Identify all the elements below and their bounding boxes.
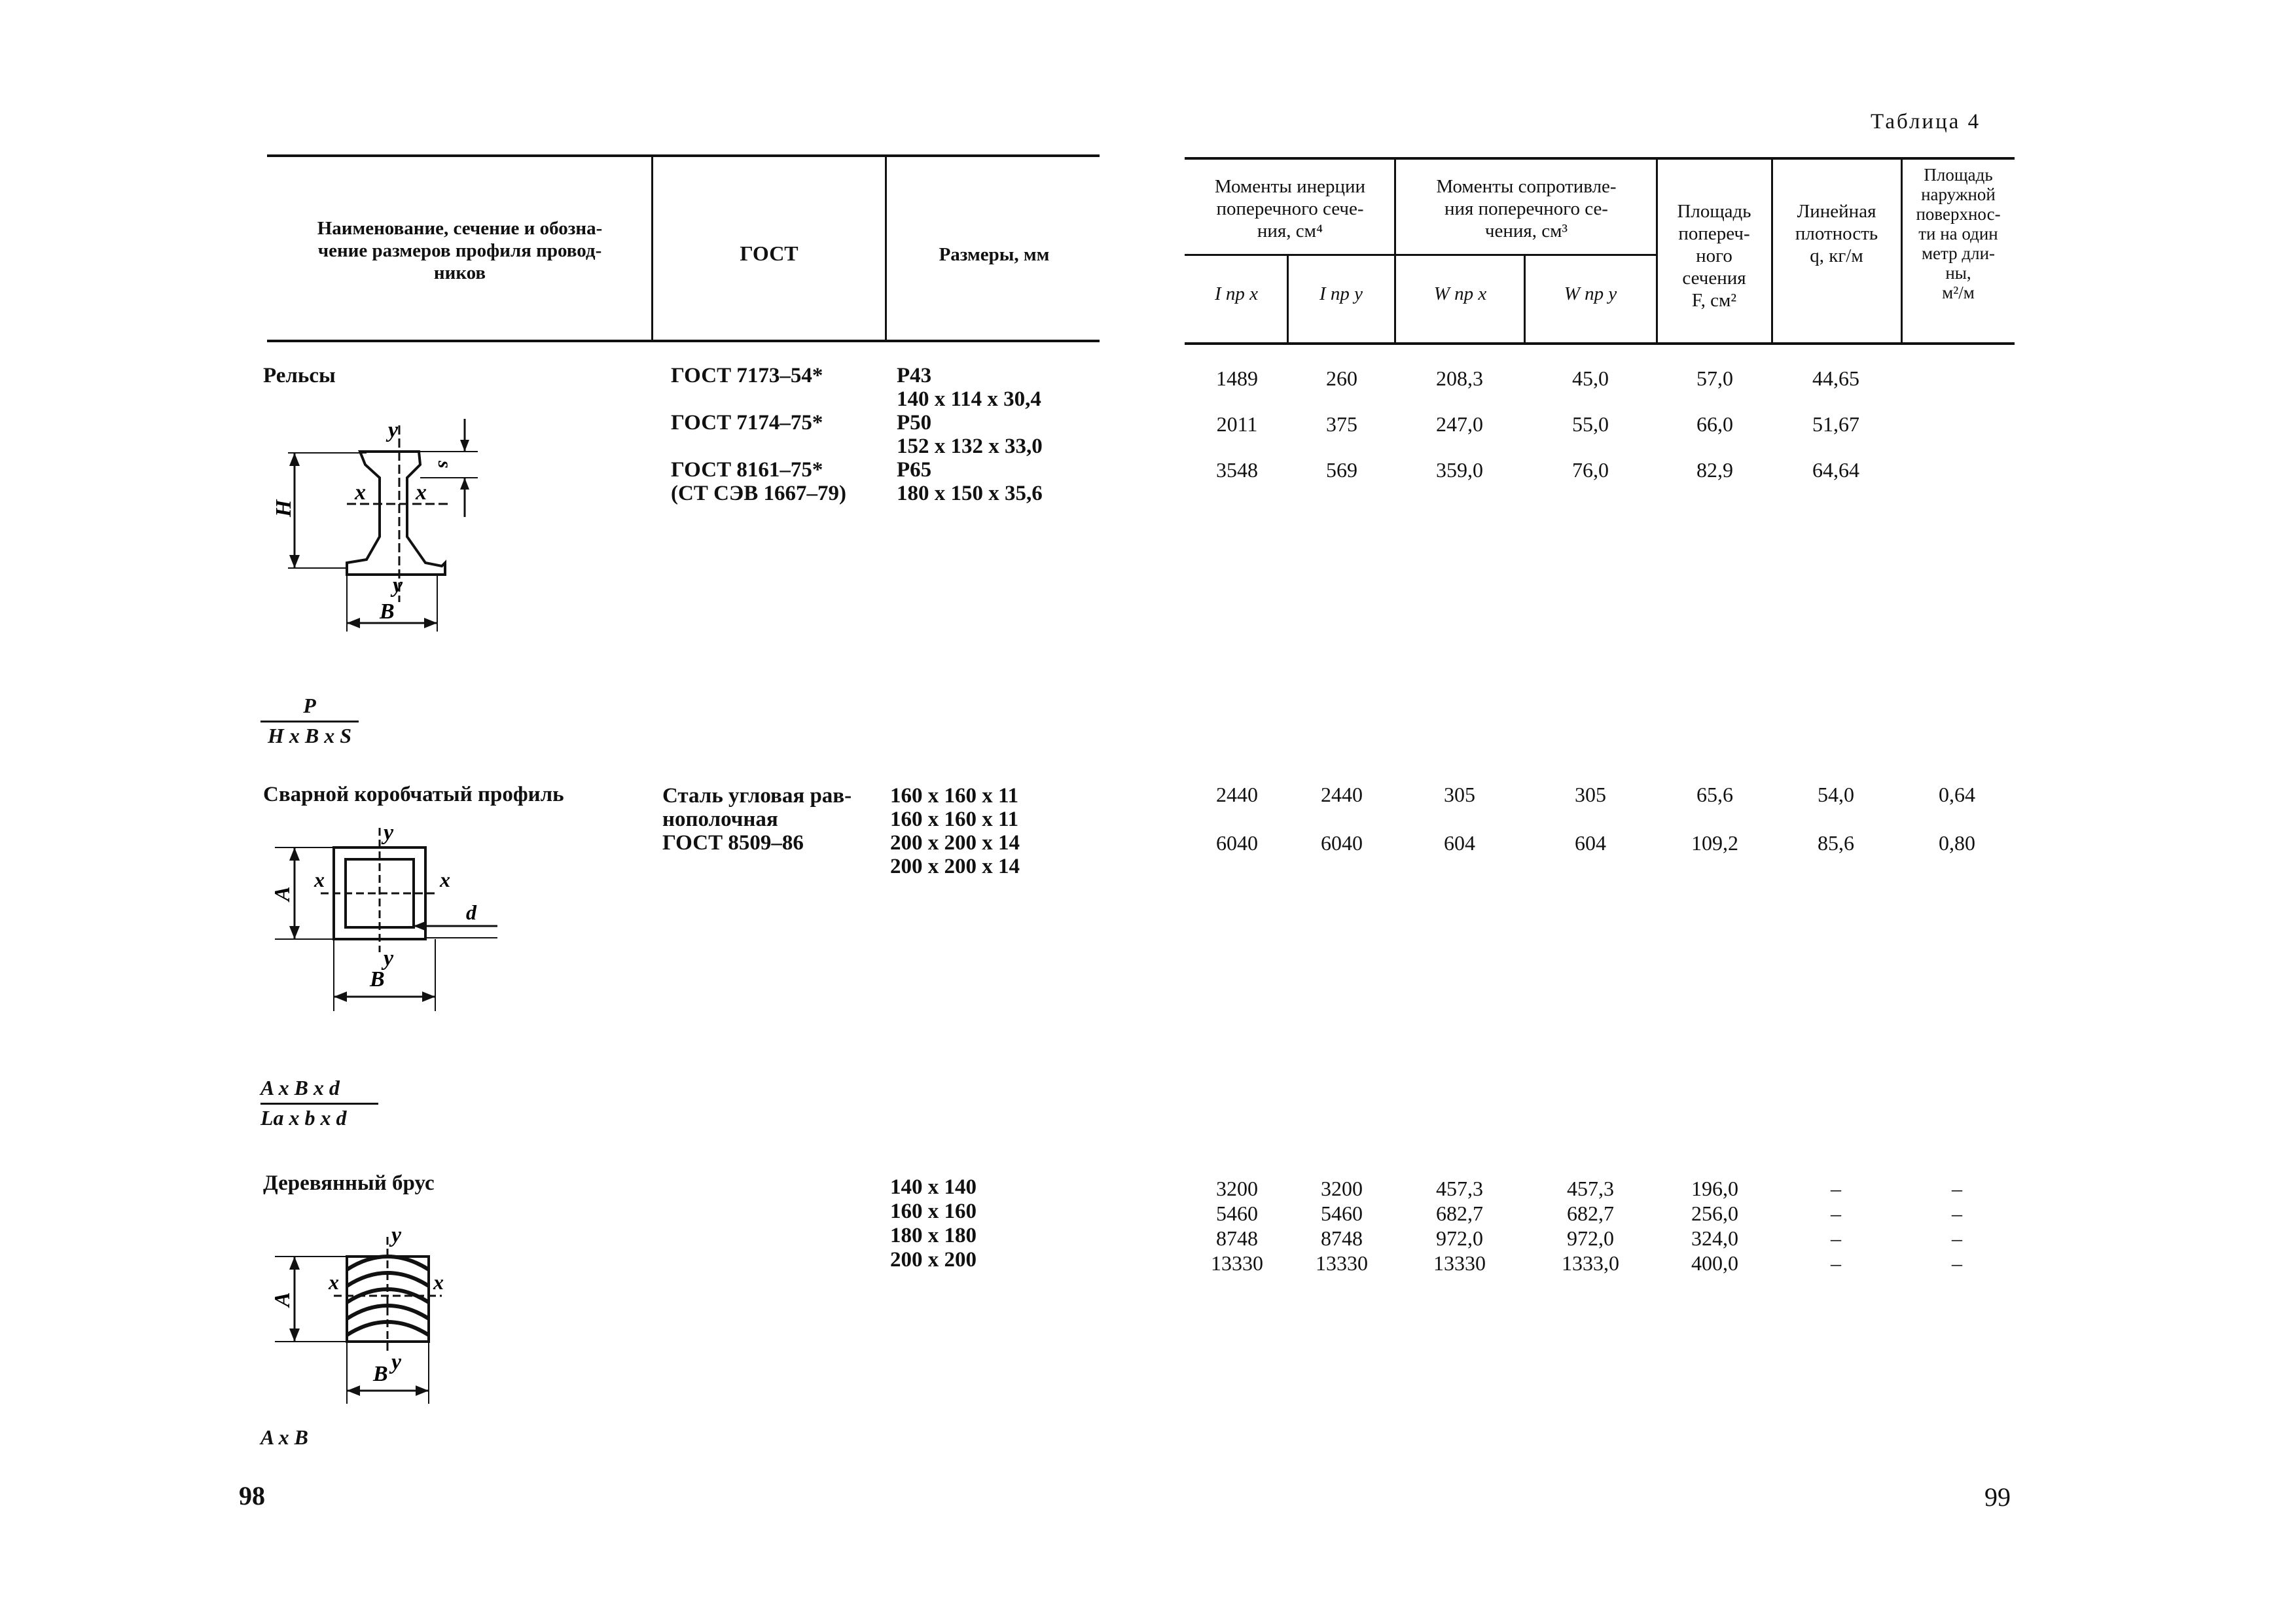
table-cell-inertia-y: 6040	[1321, 831, 1363, 855]
header-resistance-x: W пр x	[1433, 283, 1487, 304]
rail-y-bottom-label: y	[393, 573, 403, 597]
rail-H-label: H	[272, 499, 296, 517]
timber-B-label: B	[373, 1362, 388, 1386]
right-header-bottom-rule	[1185, 342, 2015, 345]
table-cell-density: –	[1831, 1177, 1841, 1200]
table-cell-resistance-x: 359,0	[1436, 458, 1483, 482]
table-cell-surface: –	[1952, 1226, 1962, 1250]
table-cell-density: 54,0	[1818, 783, 1854, 806]
header-name: Наименование, сечение и обозна- чение размеров профиля провод- ников	[317, 218, 603, 283]
table-cell-inertia-x: 8748	[1216, 1226, 1258, 1250]
table-cell-density: 51,67	[1812, 412, 1859, 436]
header-inertia-x: I пр x	[1214, 283, 1259, 304]
timber-profile-diagram	[255, 1224, 504, 1427]
section-box-sizes: 160 x 160 x 11 160 x 160 x 11 200 x 200 x 14 200 x 200 x 14	[890, 784, 1020, 878]
table-cell-surface: –	[1952, 1202, 1962, 1225]
table-cell-resistance-y: 682,7	[1567, 1202, 1614, 1225]
section-rails-sizes: Р43 140 x 114 x 30,4 Р50 152 x 132 x 33,0 Р65 180 x 150 x 35,6	[897, 364, 1043, 505]
header-density: Линейная плотность q, кг/м	[1795, 201, 1878, 266]
right-header-divider-b	[1394, 157, 1396, 344]
timber-formula: A x B	[260, 1425, 308, 1449]
table-cell-resistance-x: 972,0	[1436, 1226, 1483, 1250]
table-cell-resistance-x: 305	[1444, 783, 1475, 806]
table-cell-surface: –	[1952, 1251, 1962, 1275]
page-number-left: 98	[239, 1481, 265, 1510]
table-cell-inertia-y: 569	[1326, 458, 1357, 482]
timber-y-top-label: y	[391, 1224, 402, 1247]
box-x-right-label: x	[440, 868, 450, 891]
header-inertia: Моменты инерции поперечного сече- ния, см⁴	[1214, 176, 1366, 241]
table-cell-resistance-x: 13330	[1433, 1251, 1486, 1275]
table-cell-inertia-x: 13330	[1211, 1251, 1263, 1275]
table-cell-inertia-y: 5460	[1321, 1202, 1363, 1225]
table-cell-area: 400,0	[1691, 1251, 1738, 1275]
timber-x-right-label: x	[433, 1270, 444, 1294]
header-area: Площадь попереч- ного сечения F, см²	[1677, 201, 1751, 311]
table-cell-area: 196,0	[1691, 1177, 1738, 1200]
table-cell-area: 256,0	[1691, 1202, 1738, 1225]
table-cell-resistance-x: 208,3	[1436, 366, 1483, 390]
box-B-label: B	[370, 967, 385, 991]
table-cell-inertia-y: 8748	[1321, 1226, 1363, 1250]
left-header-top-rule	[267, 154, 1100, 157]
table-cell-resistance-y: 305	[1575, 783, 1606, 806]
box-formula: A x B x d La x b x d	[260, 1076, 378, 1130]
table-cell-resistance-y: 457,3	[1567, 1177, 1614, 1200]
table-cell-density: –	[1831, 1202, 1841, 1225]
table-cell-surface: 0,64	[1939, 783, 1975, 806]
table-cell-resistance-y: 604	[1575, 831, 1606, 855]
table-cell-resistance-x: 457,3	[1436, 1177, 1483, 1200]
box-d-label: d	[466, 901, 476, 924]
timber-y-bottom-label: y	[391, 1350, 402, 1374]
table-label: Таблица 4	[1871, 110, 1981, 134]
table-cell-density: 44,65	[1812, 366, 1859, 390]
timber-A-label: A	[270, 1292, 295, 1307]
table-cell-resistance-y: 55,0	[1572, 412, 1609, 436]
table-cell-resistance-y: 45,0	[1572, 366, 1609, 390]
table-cell-inertia-y: 375	[1326, 412, 1357, 436]
table-cell-density: 85,6	[1818, 831, 1854, 855]
table-cell-resistance-y: 972,0	[1567, 1226, 1614, 1250]
box-profile-diagram	[255, 821, 504, 1031]
table-cell-area: 82,9	[1696, 458, 1733, 482]
table-cell-resistance-y: 1333,0	[1562, 1251, 1619, 1275]
table-cell-density: –	[1831, 1251, 1841, 1275]
table-cell-resistance-x: 682,7	[1436, 1202, 1483, 1225]
table-cell-inertia-x: 3548	[1216, 458, 1258, 482]
left-header-bottom-rule	[267, 340, 1100, 342]
rail-s-label: s	[434, 461, 456, 469]
box-y-bottom-label: y	[384, 946, 394, 971]
table-cell-inertia-y: 260	[1326, 366, 1357, 390]
table-cell-resistance-x: 604	[1444, 831, 1475, 855]
header-surface: Площадь наружной поверхнос- ти на один метр дли- ны, м²/м	[1916, 165, 2001, 302]
table-cell-inertia-x: 2440	[1216, 783, 1258, 806]
table-cell-surface: –	[1952, 1177, 1962, 1200]
table-cell-inertia-y: 13330	[1316, 1251, 1368, 1275]
rail-profile-diagram	[255, 406, 504, 648]
table-cell-inertia-x: 1489	[1216, 366, 1258, 390]
page-number-right: 99	[1984, 1482, 2011, 1512]
box-y-top-label: y	[384, 821, 394, 845]
table-cell-resistance-x: 247,0	[1436, 412, 1483, 436]
header-inertia-y: I пр y	[1319, 283, 1363, 304]
table-cell-inertia-x: 3200	[1216, 1177, 1258, 1200]
section-box-name: Сварной коробчатый профиль	[263, 783, 564, 806]
section-box-gost: Сталь угловая рав- нополочная ГОСТ 8509–86	[662, 784, 852, 855]
header-resistance: Моменты сопротивле- ния поперечного се- чения, см³	[1436, 176, 1617, 241]
left-header-divider-2	[885, 154, 887, 342]
table-cell-inertia-y: 3200	[1321, 1177, 1363, 1200]
section-timber-name: Деревянный брус	[263, 1171, 435, 1195]
table-cell-inertia-x: 6040	[1216, 831, 1258, 855]
rail-y-top-label: y	[388, 418, 399, 442]
table-cell-inertia-y: 2440	[1321, 783, 1363, 806]
box-x-left-label: x	[314, 868, 325, 891]
table-cell-inertia-x: 5460	[1216, 1202, 1258, 1225]
header-gost: ГОСТ	[740, 241, 798, 265]
section-timber-sizes: 140 x 140 160 x 160 180 x 180 200 x 200	[890, 1175, 977, 1272]
table-cell-area: 57,0	[1696, 366, 1733, 390]
table-cell-inertia-x: 2011	[1216, 412, 1258, 436]
header-resistance-y: W пр y	[1564, 283, 1617, 304]
table-cell-area: 324,0	[1691, 1226, 1738, 1250]
table-cell-area: 65,6	[1696, 783, 1733, 806]
table-cell-area: 66,0	[1696, 412, 1733, 436]
box-A-label: A	[270, 886, 295, 901]
rail-x-left-label: x	[355, 480, 366, 505]
table-cell-surface: 0,80	[1939, 831, 1975, 855]
section-rails-gost: ГОСТ 7173–54* ГОСТ 7174–75* ГОСТ 8161–75* (СТ СЭВ 1667–79)	[671, 364, 847, 505]
table-cell-density: 64,64	[1812, 458, 1859, 482]
timber-x-left-label: x	[329, 1270, 339, 1294]
rail-B-label: B	[380, 599, 395, 624]
table-cell-resistance-y: 76,0	[1572, 458, 1609, 482]
left-header-divider-1	[651, 154, 653, 342]
right-header-top-rule	[1185, 157, 2015, 160]
rail-x-right-label: x	[416, 480, 427, 505]
table-cell-density: –	[1831, 1226, 1841, 1250]
header-sizes: Размеры, мм	[939, 244, 1050, 265]
section-rails-name: Рельсы	[263, 364, 336, 387]
right-header-sub-rule	[1185, 254, 1656, 256]
rail-formula: P H x B x S	[260, 694, 359, 748]
table-cell-area: 109,2	[1691, 831, 1738, 855]
